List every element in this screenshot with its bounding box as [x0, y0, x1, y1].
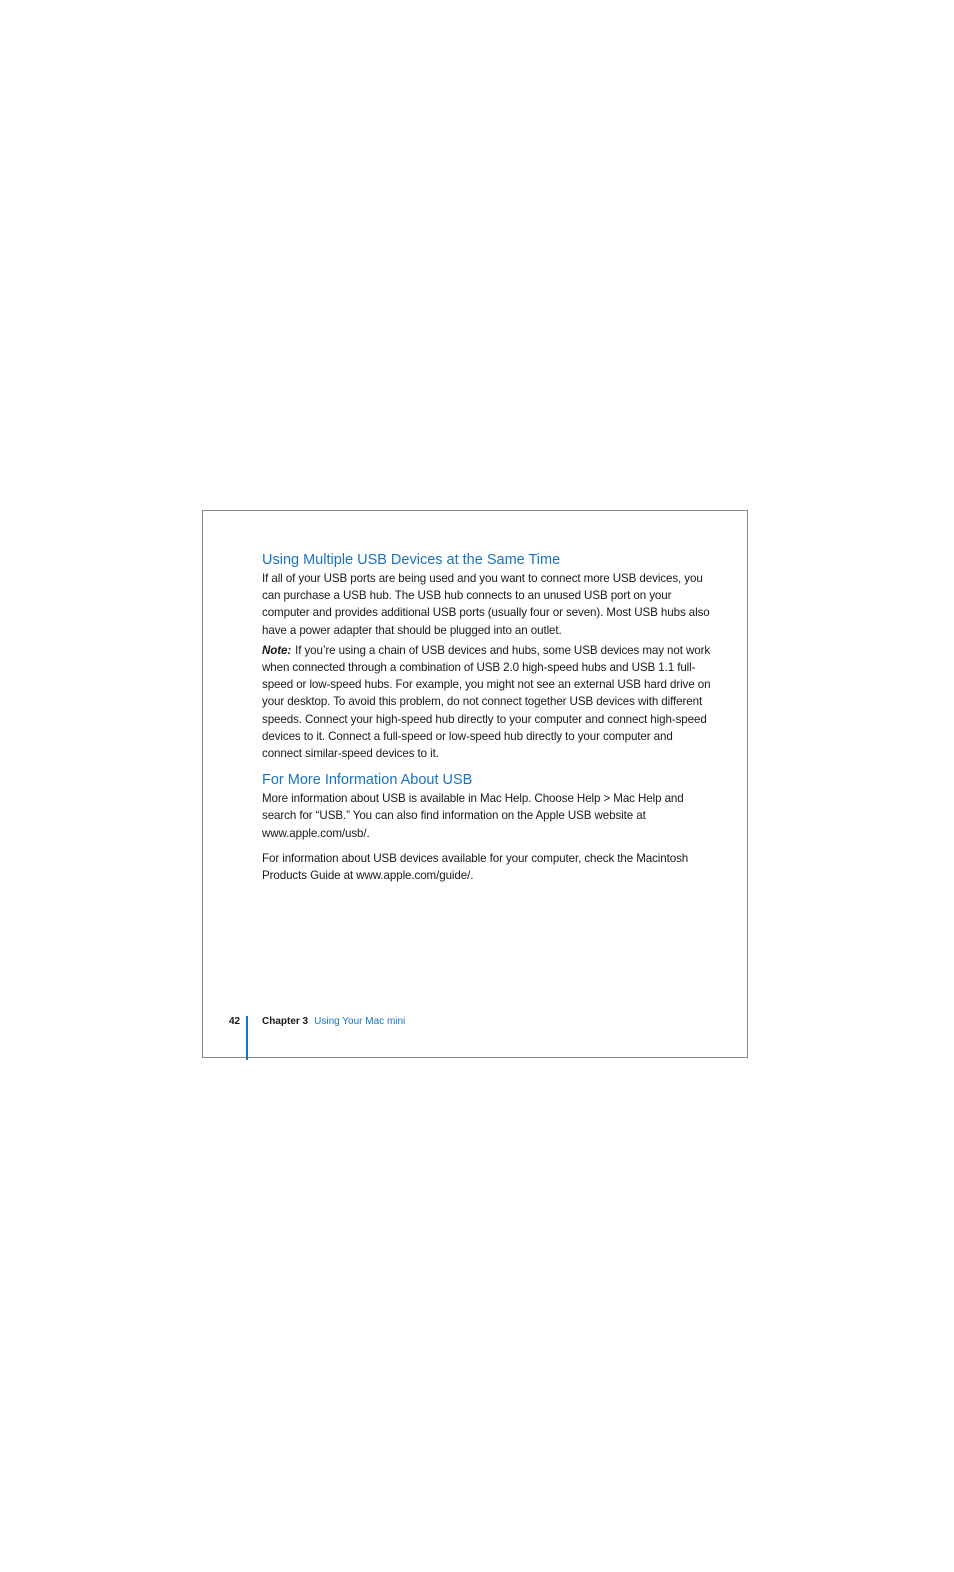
- chapter-title: Using Your Mac mini: [314, 1016, 406, 1027]
- note-text: If you’re using a chain of USB devices and hubs, some USB devices may not work when connected through a combination of USB 2.0 high-speed hubs and USB 1.1 full-speed or low-speed hubs. For example, you might not see an external USB hard drive on your desktop. To avoid this problem, do not connect together USB devices with different speeds. Connect your high-speed hub directly to your computer and connect high-speed devices to it. Connect a full-speed or low-speed hub directly to your computer and connect similar-speed devices to it.: [262, 643, 711, 761]
- footer-divider: [246, 1016, 248, 1060]
- note-label: Note:: [262, 643, 292, 657]
- chapter-label: Chapter 3: [262, 1016, 309, 1027]
- section-heading-multiple-usb: Using Multiple USB Devices at the Same Time: [262, 552, 561, 568]
- section-heading-more-info: For More Information About USB: [262, 772, 473, 789]
- paragraph-mac-help: More information about USB is available in Mac Help. Choose Help > Mac Help and search for “USB.” You can also find information on the Apple USB website at www.apple.com/usb/.: [262, 792, 684, 840]
- footer-chapter: [262, 1016, 405, 1027]
- page-content: [262, 548, 712, 884]
- page-number: 42: [229, 1016, 241, 1027]
- paragraph-products-guide: For information about USB devices available for your computer, check the Macintosh Products Guide at www.apple.com/guide/.: [262, 851, 689, 883]
- note-paragraph: [262, 642, 712, 762]
- paragraph-usb-hub: If all of your USB ports are being used and you want to connect more USB devices, you can purchase a USB hub. The USB hub connects to an unused USB port on your computer and provides additional USB ports (usually four or seven). Most USB hubs also have a power adapter that should be plugged into an outlet.: [262, 572, 710, 637]
